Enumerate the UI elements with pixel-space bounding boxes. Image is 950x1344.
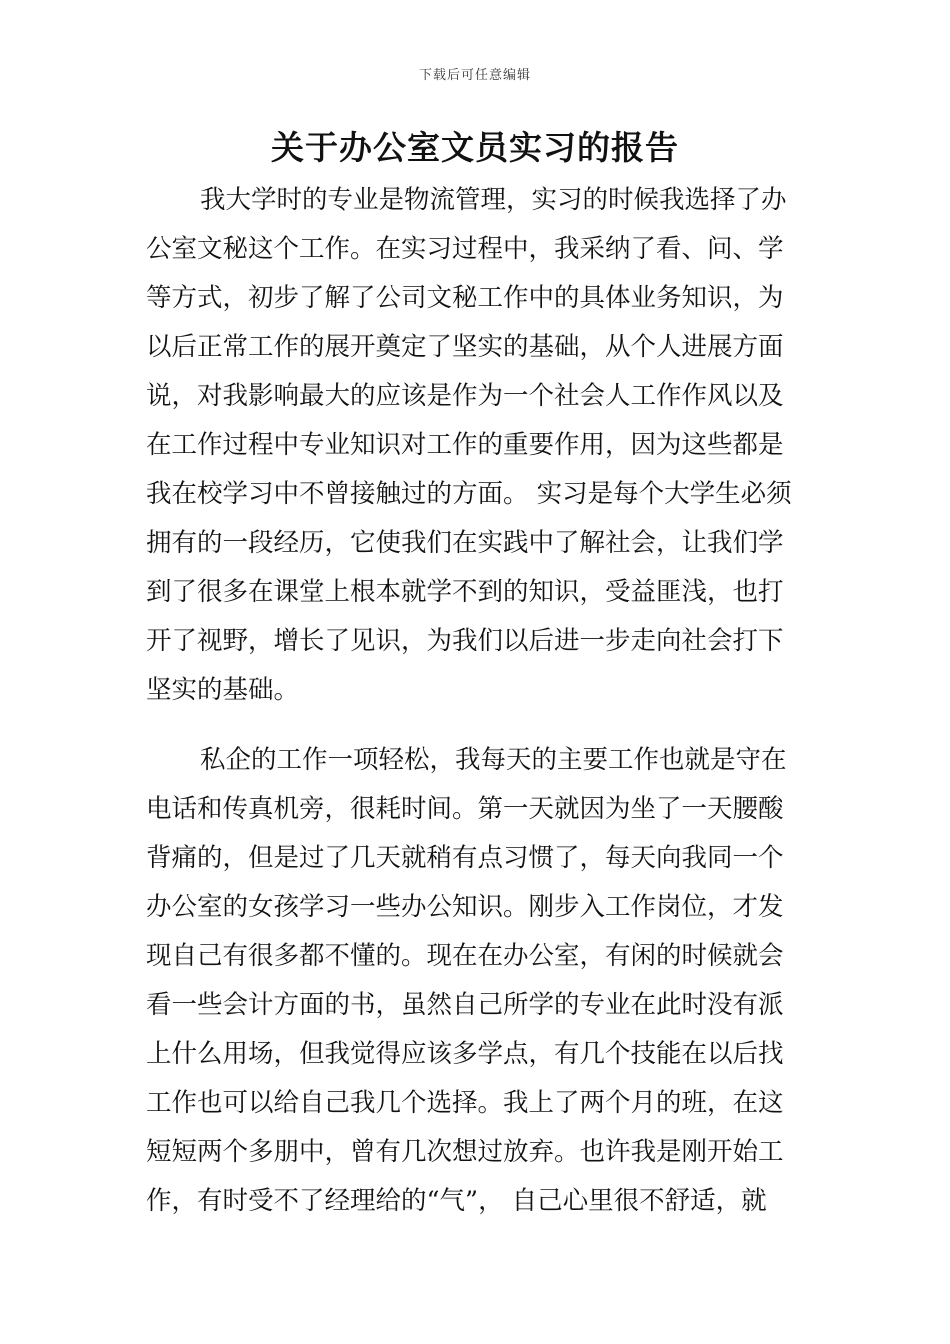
paragraph-line: 拥有的一段经历，它使我们在实践中了解社会，让我们学 <box>146 528 784 558</box>
paragraph-line: 我在校学习中不曾接触过的方面。 实习是每个大学生必须 <box>146 479 792 509</box>
paragraph-line: 公室文秘这个工作。在实习过程中，我采纳了看、问、学 <box>146 234 784 264</box>
paragraph-2 <box>146 736 808 1226</box>
paragraph-line: 现自己有很多都不懂的。现在在办公室，有闲的时候就会 <box>146 941 784 971</box>
paragraph-line: 上什么用场，但我觉得应该多学点，有几个技能在以后找 <box>146 1039 784 1069</box>
document-body <box>146 176 808 1226</box>
paragraph-line: 以后正常工作的展开奠定了坚实的基础，从个人进展方面 <box>146 332 784 362</box>
paragraph-line: 等方式，初步了解了公司文秘工作中的具体业务知识，为 <box>146 283 784 313</box>
paragraph-line: 短短两个多朋中，曾有几次想过放弃。也许我是刚开始工 <box>146 1137 784 1167</box>
paragraph-line: 在工作过程中专业知识对工作的重要作用，因为这些都是 <box>146 430 784 460</box>
paragraph-line: 办公室的女孩学习一些办公知识。刚步入工作岗位，才发 <box>146 892 784 922</box>
paragraph-line: 说，对我影响最大的应该是作为一个社会人工作作风以及 <box>146 381 784 411</box>
paragraph-line: 到了很多在课堂上根本就学不到的知识，受益匪浅，也打 <box>146 577 784 607</box>
paragraph-line: 作，有时受不了经理给的“气”， 自己心里很不舒适，就 <box>146 1186 767 1216</box>
paragraph-line: 我大学时的专业是物流管理，实习的时候我选择了办 <box>200 185 787 215</box>
paragraph-line: 电话和传真机旁，很耗时间。第一天就因为坐了一天腰酸 <box>146 794 784 824</box>
paragraph-line: 坚实的基础。 <box>146 675 300 705</box>
paragraph-line: 看一些会计方面的书，虽然自己所学的专业在此时没有派 <box>146 990 784 1020</box>
paragraph-1 <box>146 176 808 715</box>
paragraph-spacer <box>146 715 808 736</box>
document-title: 关于办公室文员实习的报告 <box>271 128 679 167</box>
paragraph-line: 背痛的，但是过了几天就稍有点习惯了，每天向我同一个 <box>146 843 784 873</box>
paragraph-line: 开了视野，增长了见识，为我们以后进一步走向社会打下 <box>146 626 784 656</box>
paragraph-line: 私企的工作一项轻松，我每天的主要工作也就是守在 <box>200 745 787 775</box>
paragraph-line: 工作也可以给自己我几个选择。我上了两个月的班，在这 <box>146 1088 784 1118</box>
header-note: 下载后可任意编辑 <box>418 68 531 83</box>
